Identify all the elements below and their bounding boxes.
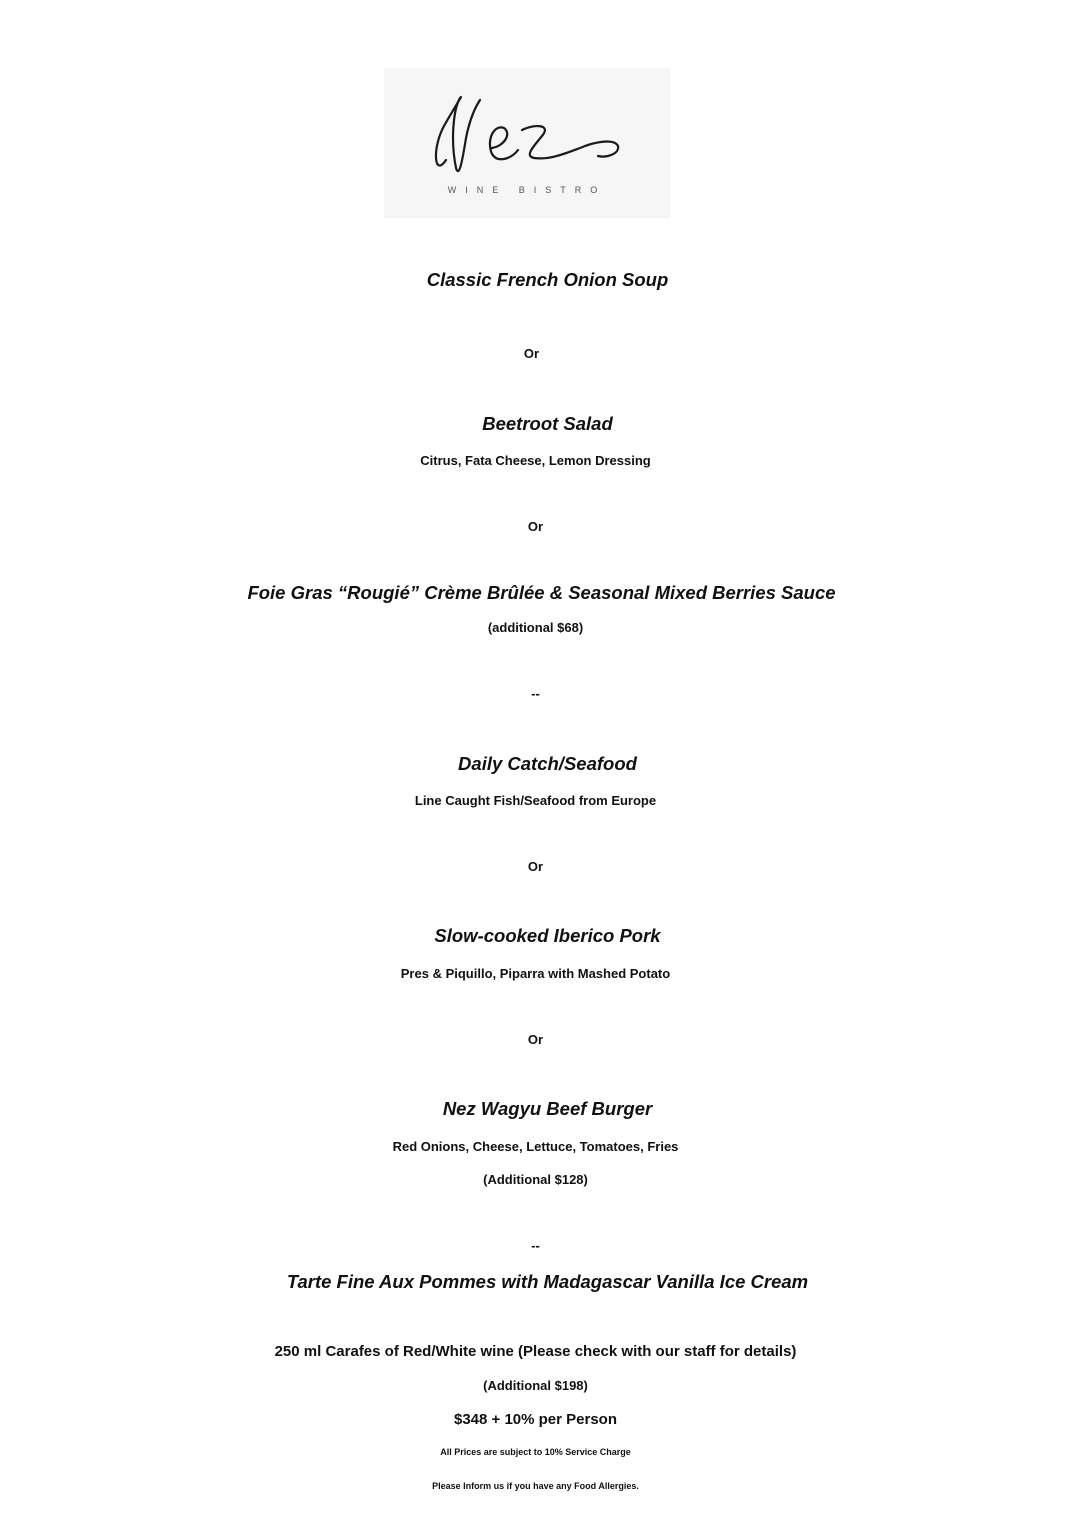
dish-foie-gras: Foie Gras “Rougié” Crème Brûlée & Seasonal Mixed Berries Sauce <box>247 582 836 603</box>
wine-carafe-offer: 250 ml Carafes of Red/White wine (Please check with our staff for details) <box>274 1343 797 1360</box>
restaurant-logo <box>384 68 670 218</box>
course-divider: -- <box>531 686 540 701</box>
or-separator: Or <box>527 519 544 534</box>
nez-script-logo-icon <box>384 68 670 218</box>
additional-price: (Additional $128) <box>483 1172 588 1187</box>
or-separator: Or <box>523 346 540 361</box>
allergy-note: Please Inform us if you have any Food Allergies. <box>432 1481 639 1491</box>
or-separator: Or <box>527 859 544 874</box>
additional-price: (additional $68) <box>487 620 584 635</box>
dish-wagyu-burger: Nez Wagyu Beef Burger <box>442 1098 653 1119</box>
course-divider: -- <box>531 1238 540 1253</box>
dish-beetroot-salad: Beetroot Salad <box>482 413 613 434</box>
logo-subtitle: WINE BISTRO <box>447 185 607 195</box>
dish-onion-soup: Classic French Onion Soup <box>426 269 669 290</box>
dish-daily-catch: Daily Catch/Seafood <box>458 753 637 774</box>
set-menu-price: $348 + 10% per Person <box>453 1411 617 1428</box>
dish-description: Citrus, Fata Cheese, Lemon Dressing <box>420 453 651 468</box>
dish-tarte-fine: Tarte Fine Aux Pommes with Madagascar Vanilla Ice Cream <box>286 1271 809 1292</box>
dish-description: Line Caught Fish/Seafood from Europe <box>414 793 657 808</box>
dish-description: Red Onions, Cheese, Lettuce, Tomatoes, Fries <box>392 1139 679 1154</box>
dish-description: Pres & Piquillo, Piparra with Mashed Potato <box>400 966 671 981</box>
dish-iberico-pork: Slow-cooked Iberico Pork <box>434 925 661 946</box>
additional-price: (Additional $198) <box>483 1378 588 1393</box>
or-separator: Or <box>527 1032 544 1047</box>
service-charge-note: All Prices are subject to 10% Service Charge <box>440 1447 631 1457</box>
